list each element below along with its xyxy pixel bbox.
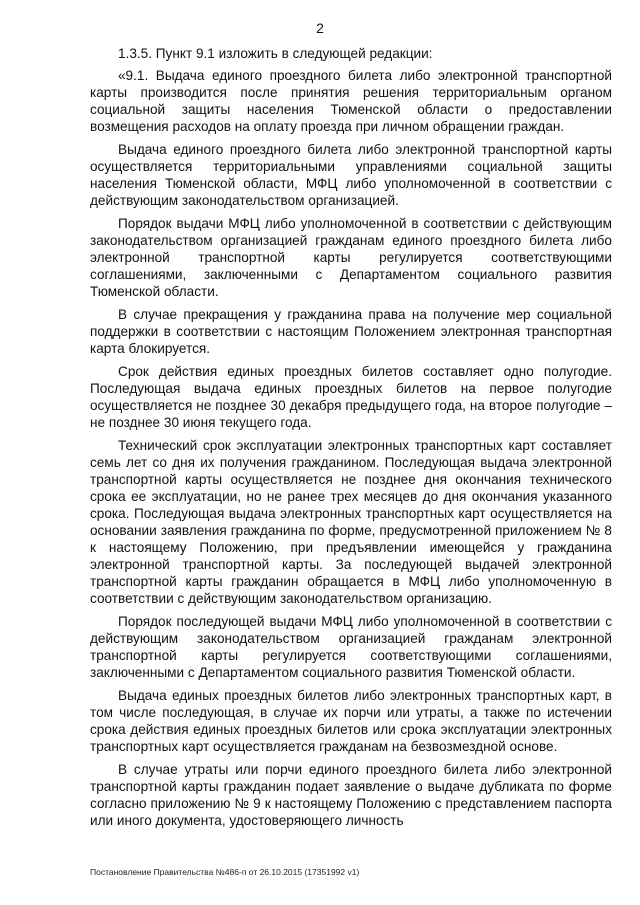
- paragraph: В случае прекращения у гражданина права на получение мер социальной поддержки в соответствии с настоящим Положением электронная транспортная карта блокируется.: [90, 307, 612, 356]
- paragraph: Порядок последующей выдачи МФЦ либо уполномоченной в соответствии с действующим законодательством организацией гражданам электронной транспортной карты регулируется соответствующими соглашениями, заключенными с Департаментом социального развития Тюменской области.: [90, 614, 612, 680]
- paragraph: Технический срок эксплуатации электронных транспортных карт составляет семь лет со дня их получения гражданином. Последующая выдача электронной транспортной карты осуществляется не позднее дня окончания технического срока ее эксплуатации, но не ранее трех месяцев до дня окончания указанного срока. Последующая выдача электронных транспортных карт осуществляется на основании заявления гражданина по форме, предусмотренной приложением № 8 к настоящему Положению, при предъявлении имеющейся у гражданина электронной транспортной карты. За последующей выдачей электронной транспортной карты гражданин обращается в МФЦ либо уполномоченную в соответствии с действующим законодательством организацию.: [90, 438, 612, 606]
- paragraph: В случае утраты или порчи единого проездного билета либо электронной транспортной карты гражданин подает заявление о выдаче дубликата по форме согласно приложению № 9 к настоящему Положению с представлением паспорта или иного документа, удостоверяющего личность: [90, 762, 612, 828]
- document-body: [90, 45, 612, 835]
- section-heading: 1.3.5. Пункт 9.1 изложить в следующей редакции:: [118, 46, 433, 61]
- page-number: 2: [316, 20, 324, 36]
- paragraph: «9.1. Выдача единого проездного билета либо электронной транспортной карты производится после принятия решения территориальным органом социальной защиты населения Тюменской области о предоставлении возмещения расходов на оплату проезда при личном обращении граждан.: [90, 68, 612, 134]
- document-footer: Постановление Правительства №486-п от 26.10.2015 (17351992 v1): [90, 867, 360, 877]
- paragraph: Порядок выдачи МФЦ либо уполномоченной в соответствии с действующим законодательством организацией гражданам единого проездного билета либо электронной транспортной карты регулируется соответствующими соглашениями, заключенными с Департаментом социального развития Тюменской области.: [90, 216, 612, 299]
- paragraph: Срок действия единых проездных билетов составляет одно полугодие. Последующая выдача единых проездных билетов на первое полугодие осуществляется не позднее 30 декабря предыдущего года, на второе полугодие – не позднее 30 июня текущего года.: [90, 364, 612, 430]
- paragraph: Выдача единых проездных билетов либо электронных транспортных карт, в том числе последующая, в случае их порчи или утраты, а также по истечении срока действия единых проездных билетов или срока эксплуатации электронных транспортных карт осуществляется гражданам на безвозмездной основе.: [90, 688, 612, 754]
- paragraph: Выдача единого проездного билета либо электронной транспортной карты осуществляется территориальными управлениями социальной защиты населения Тюменской области, МФЦ либо уполномоченной в соответствии с действующим законодательством организацией.: [90, 142, 612, 208]
